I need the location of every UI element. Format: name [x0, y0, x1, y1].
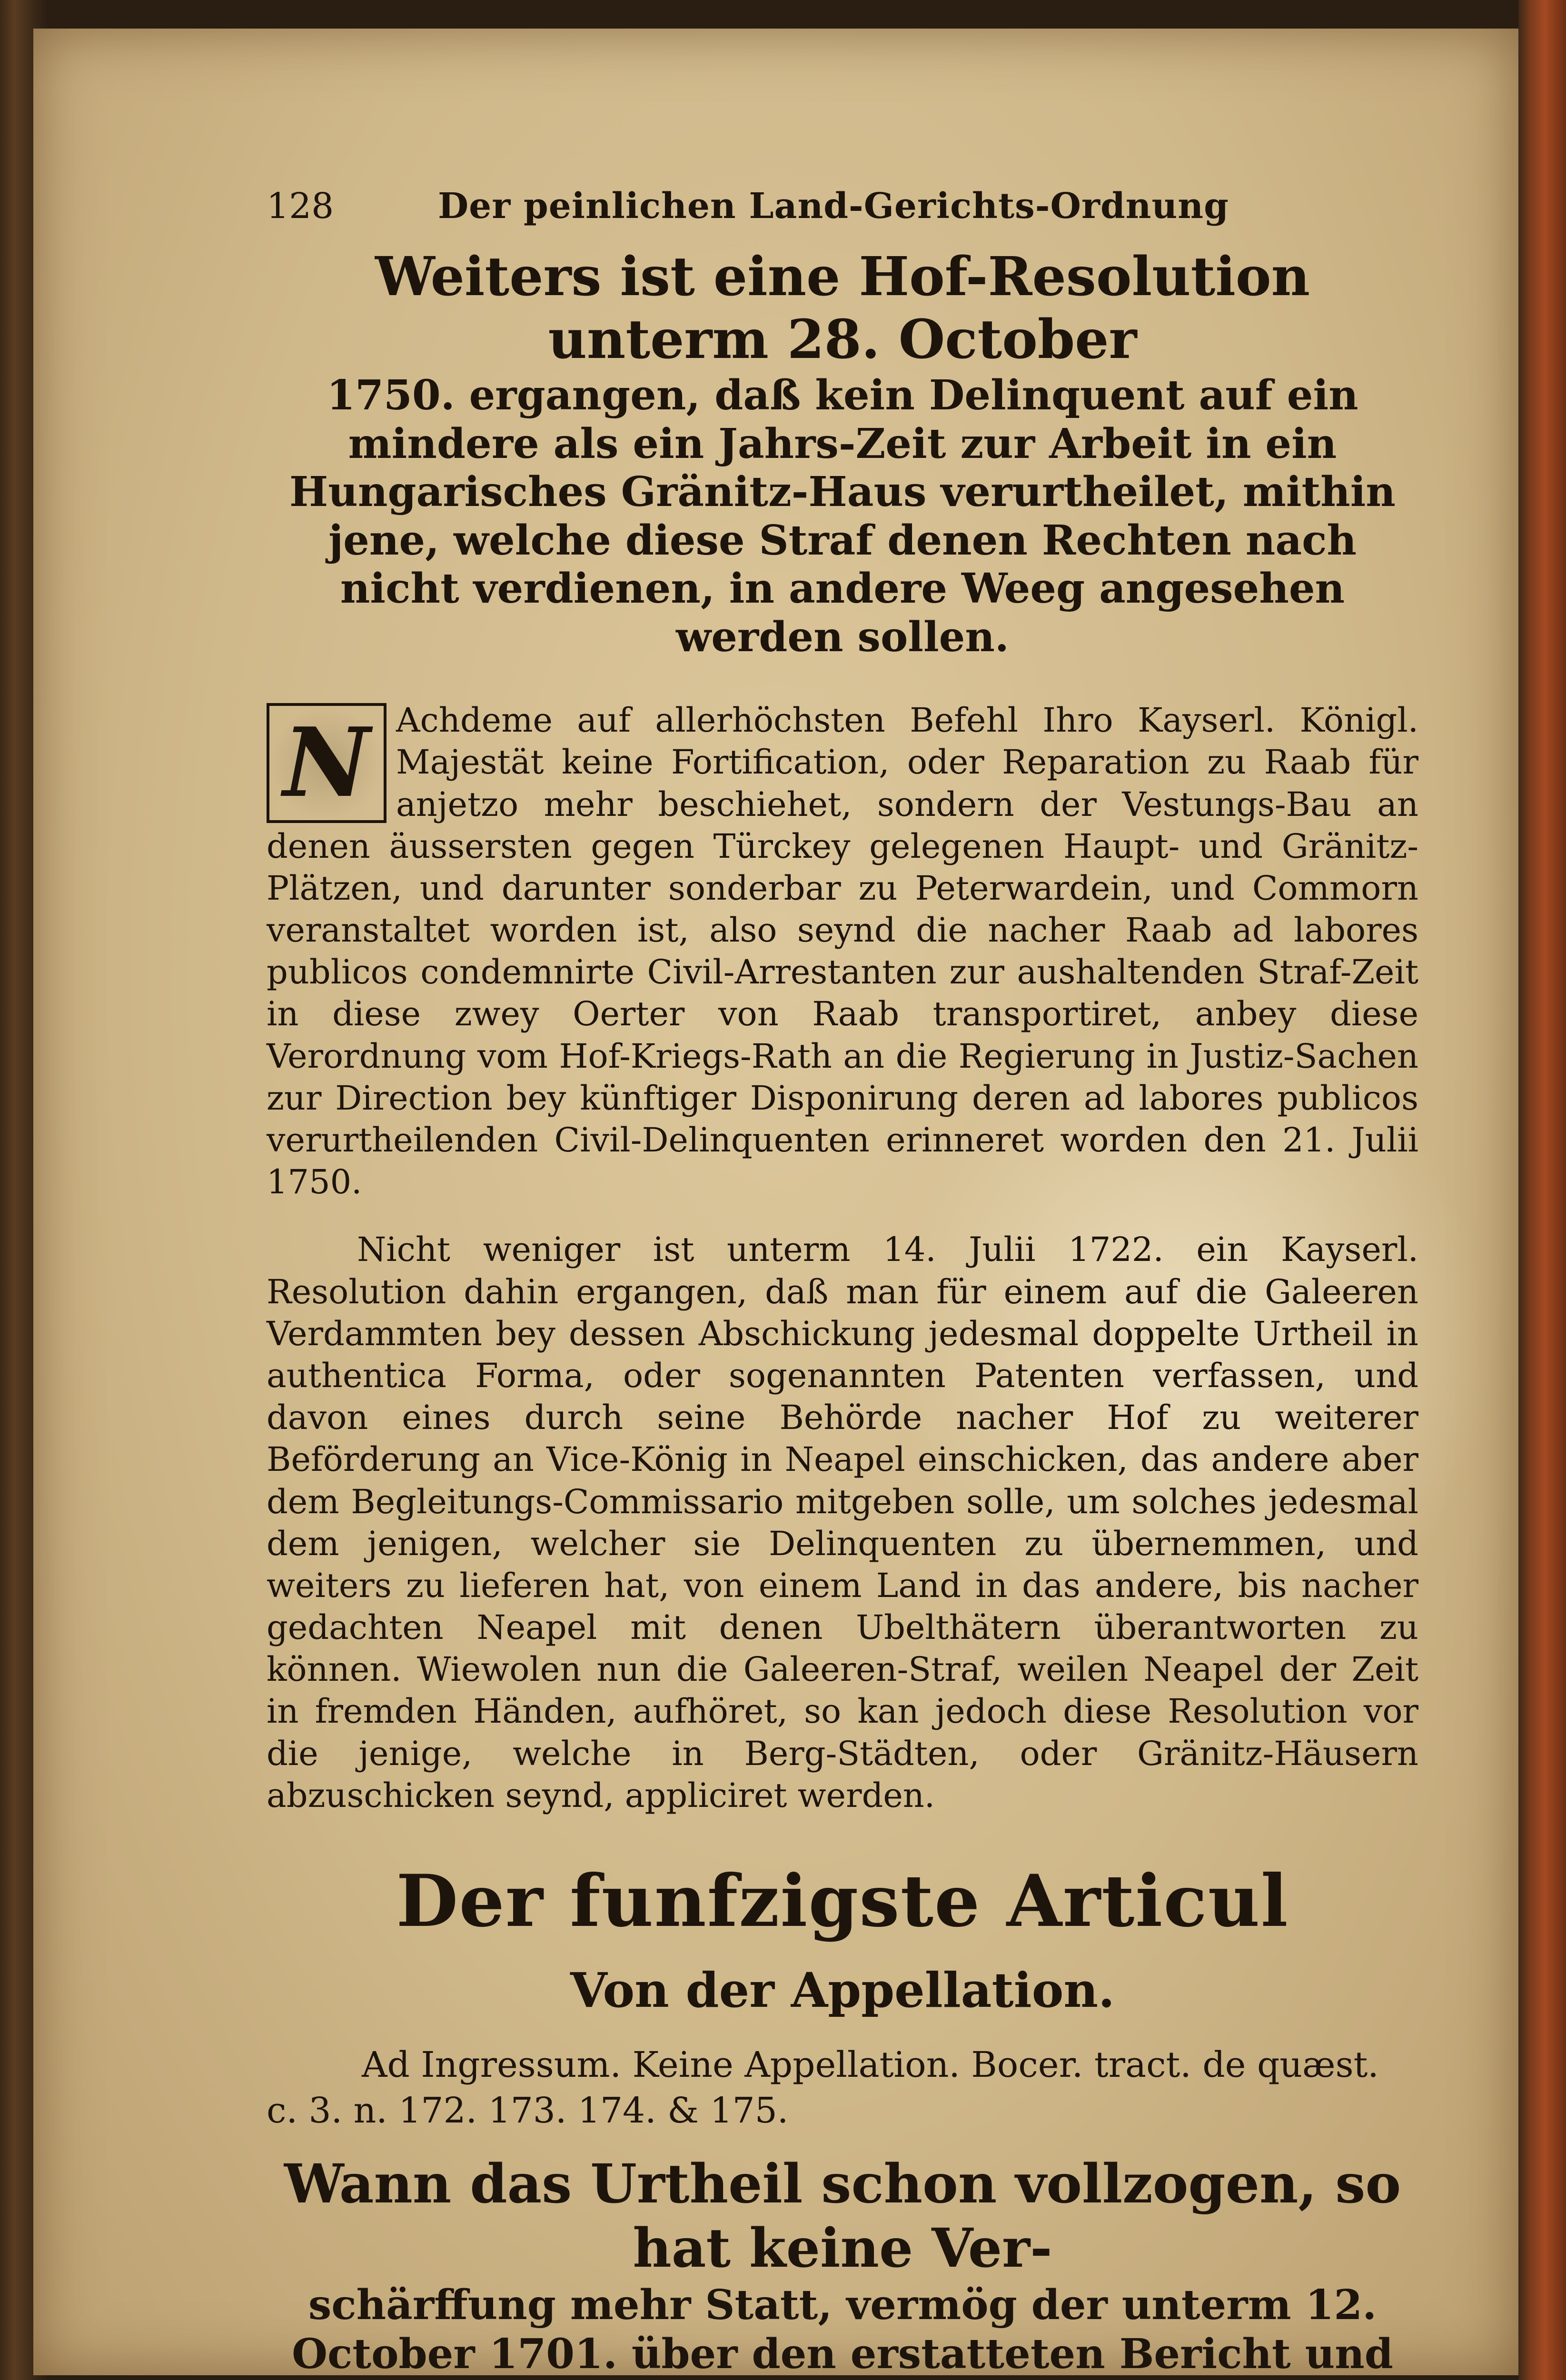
article-title: Der funfzigste Articul [396, 1859, 1289, 1943]
section-heading-two [267, 2152, 1418, 2380]
section-heading-one [267, 246, 1418, 661]
page-number: 128 [267, 186, 334, 227]
section-heading-two-rest: schärffung mehr Statt, vermög der unterm 12. October 1701. über den erstatteten Bericht und [292, 2281, 1393, 2379]
paragraph-one [267, 699, 1418, 1203]
running-title: Der peinlichen Land-Gerichts-Ordnung [438, 186, 1229, 227]
paragraph-two: Nicht weniger ist unterm 14. Julii 1722. ein Kayserl. Resolution dahin ergangen, daß man für einem auf die Galeeren Verdammten bey dessen Abschickung jedesmal doppelte Urtheil in authentica Forma, oder sogenannten Patenten verfassen, und davon eines durch seine Behörde nacher Hof zu weiterer Beförderung an Vice-König in Neapel einschicken, das andere aber dem Begleitungs-Commissario mitgeben solle, um solches jedesmal dem jenigen, welcher sie Delinquenten zu übernemmen, und weiters zu lieferen hat, von einem Land in das andere, bis nacher gedachten Neapel mit denen Ubelthätern überantworten zu können. Wiewolen nun die Galeeren-Straf, weilen Neapel der Zeit in fremden Händen, aufhöret, so kan jedoch diese Resolution vor die jenige, welche in Berg-Städten, oder Gränitz-Häusern abzuschicken seynd, appliciret werden. [267, 1230, 1418, 1815]
paragraph-one-text: Achdeme auf allerhöchsten Befehl Ihro Kayserl. Königl. Majestät keine Fortification, oder Reparation zu Raab für anjetzo mehr beschiehet, sondern der Vestungs-Bau an denen äussersten gegen Türckey gelegenen Haupt- und Gränitz-Plätzen, und darunter sonderbar zu Peterwardein, und Commorn veranstaltet worden ist, also seynd die nacher Raab ad labores publicos condemnirte Civil-Arrestanten zur aushaltenden Straf-Zeit in diese zwey Oerter von Raab transportiret, anbey diese Verordnung vom Hof-Kriegs-Rath an die Regierung in Justiz-Sachen zur Direction bey künftiger Disponirung deren ad labores publicos verurtheilenden Civil-Delinquenten erinneret worden den 21. Julii 1750. [267, 701, 1418, 1202]
page-text [267, 186, 1418, 2380]
section-heading-one-rest: 1750. ergangen, daß kein Delinquent auf ein mindere als ein Jahrs-Zeit zur Arbeit in ein Hungarisches Gränitz-Haus verurtheilet, mithin jene, welche diese Straf denen Rechten nach nicht verdienen, in andere Weeg angesehen werden sollen. [289, 371, 1396, 661]
section-heading-one-first-line: Weiters ist eine Hof-Resolution unterm 28. October [375, 246, 1310, 371]
article-subtitle: Von der Appellation. [570, 1962, 1115, 2018]
running-head [267, 186, 1418, 243]
section-heading-two-first-line: Wann das Urtheil schon vollzogen, so hat keine Ver- [284, 2153, 1401, 2280]
reference-note: Ad Ingressum. Keine Appellation. Bocer. tract. de quæst. c. 3. n. 172. 173. 174. & 175. [267, 2044, 1379, 2132]
ornamental-initial: N [267, 703, 387, 823]
book-page [33, 29, 1518, 2379]
book-binding-edge [1518, 0, 1566, 2380]
